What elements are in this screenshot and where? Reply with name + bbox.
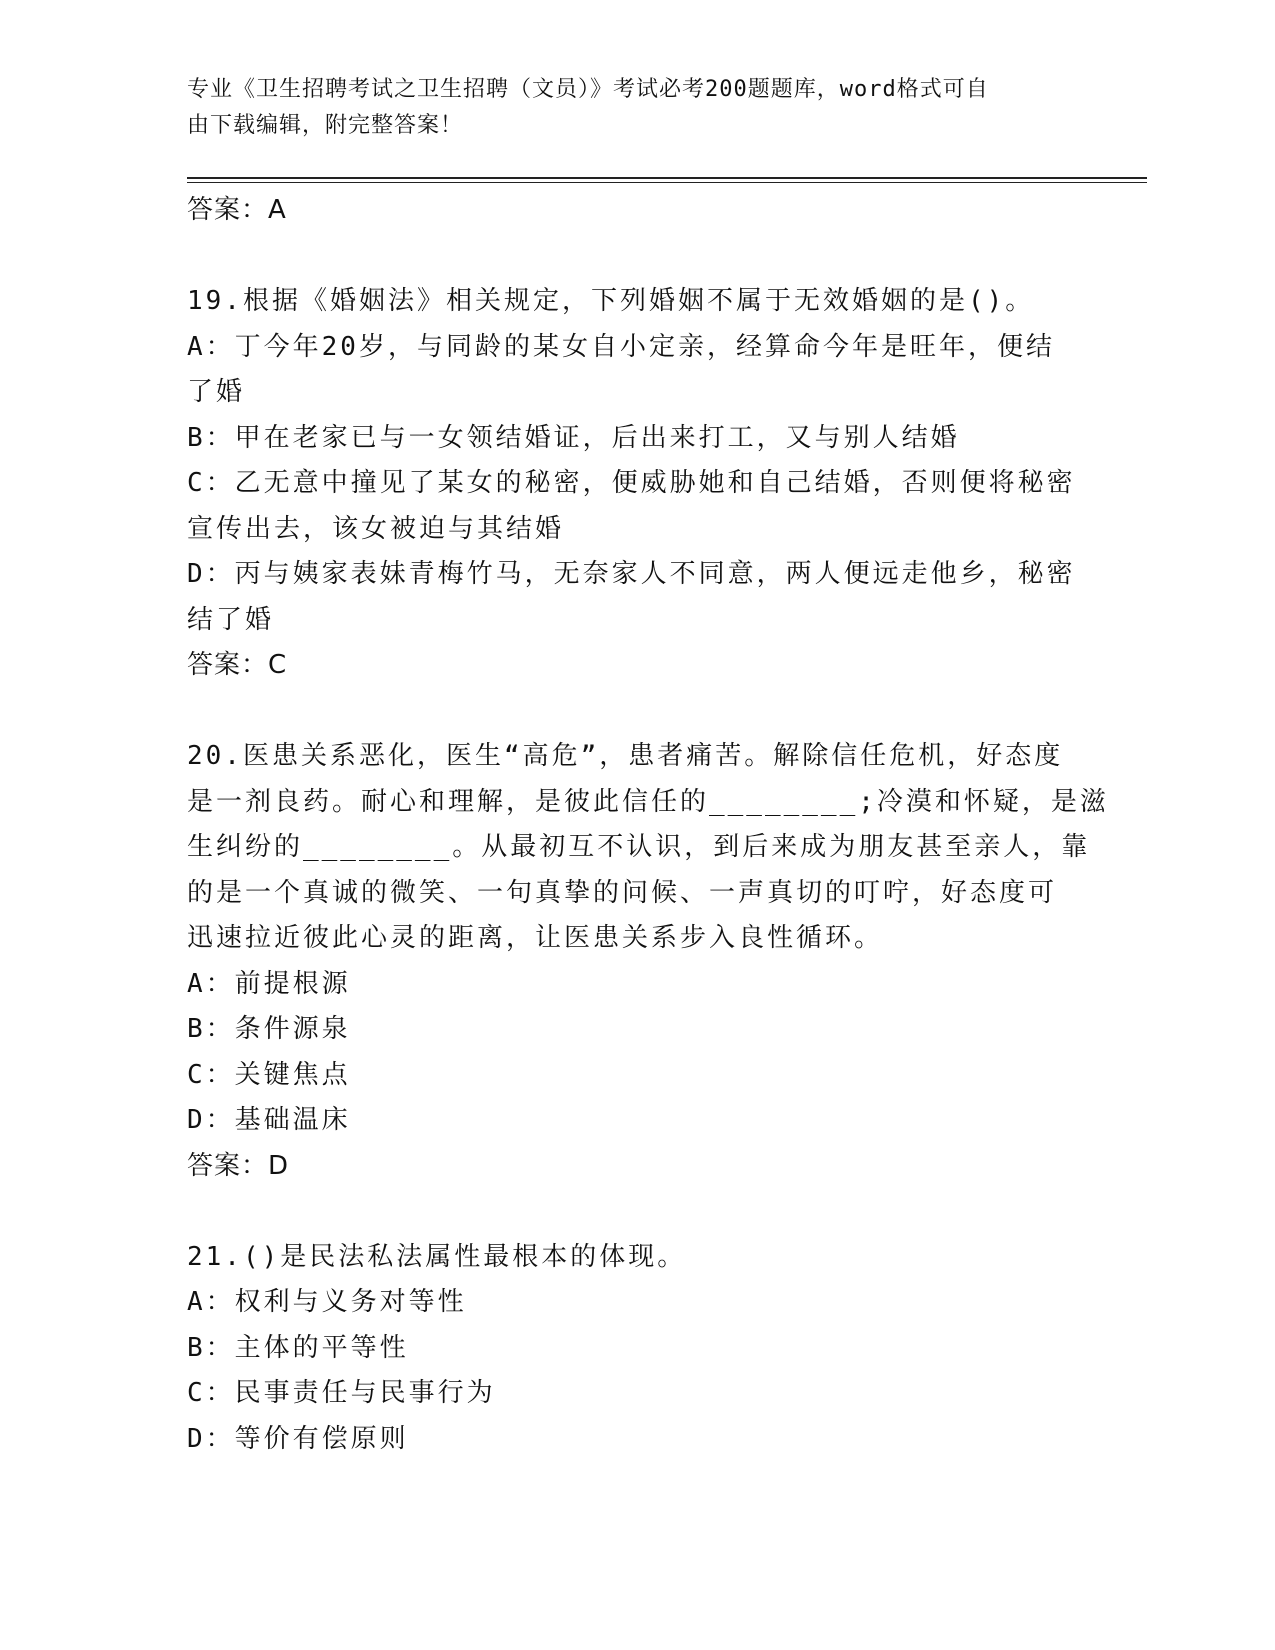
option-d-line: D：基础温床 [187,1105,351,1135]
question-answer: 答案：C [187,650,288,680]
spacer [187,689,1077,735]
option-b-line: B：条件源泉 [187,1014,351,1044]
question-stem-line: 19.根据《婚姻法》相关规定，下列婚姻不属于无效婚姻的是()。 [187,286,1035,316]
question-stem-line: 是一剂良药。耐心和理解，是彼此信任的________;冷漠和怀疑，是滋 [187,786,1109,817]
option-a-line: A：前提根源 [187,968,351,999]
document-body [187,188,1109,1462]
previous-answer: 答案：A [187,195,287,225]
spacer [187,234,1077,280]
question-stem-line: 20.医患关系恶化，医生“高危”，患者痛苦。解除信任危机，好态度 [187,741,1064,771]
option-a-line: 了婚 [187,377,246,407]
option-c-line: 宣传出去，该女被迫与其结婚 [187,513,565,544]
option-c-line: C：关键焦点 [187,1059,351,1090]
header-line-1: 专业《卫生招聘考试之卫生招聘（文员）》考试必考200题题库，word格式可自 [187,77,989,102]
option-d-line: 结了婚 [187,604,275,635]
question-19 [187,279,1077,689]
question-stem-line: 迅速拉近彼此心灵的距离，让医患关系步入良性循环。 [187,923,884,953]
option-a-line: A：权利与义务对等性 [187,1287,467,1317]
question-answer: 答案：D [187,1150,290,1181]
option-a-line: A：丁今年20岁，与同龄的某女自小定亲，经算命今年是旺年，便结 [187,331,1055,362]
option-d-line: D：等价有偿原则 [187,1423,409,1454]
option-b-line: B：甲在老家已与一女领结婚证，后出来打工，又与别人结婚 [187,422,960,453]
spacer [187,1189,1077,1235]
question-stem-line: 的是一个真诚的微笑、一句真挚的问候、一声真切的叮咛，好态度可 [187,877,1058,908]
question-stem-line: 21.()是民法私法属性最根本的体现。 [187,1241,687,1272]
question-20 [187,734,1109,1189]
option-c-line: C：民事责任与民事行为 [187,1378,496,1408]
option-d-line: D：丙与姨家表妹青梅竹马，无奈家人不同意，两人便远走他乡，秘密 [187,559,1076,589]
header-divider-thick [187,177,1147,179]
option-c-line: C：乙无意中撞见了某女的秘密，便威胁她和自己结婚，否则便将秘密 [187,468,1076,498]
header-divider-thin [187,182,1147,183]
question-stem-line: 生纠纷的________。从最初互不认识，到后来成为朋友甚至亲人，靠 [187,832,1091,862]
header-line-2: 由下载编辑，附完整答案！ [187,113,464,138]
question-21 [187,1235,1077,1463]
page-header [187,72,1067,144]
option-b-line: B：主体的平等性 [187,1332,409,1363]
